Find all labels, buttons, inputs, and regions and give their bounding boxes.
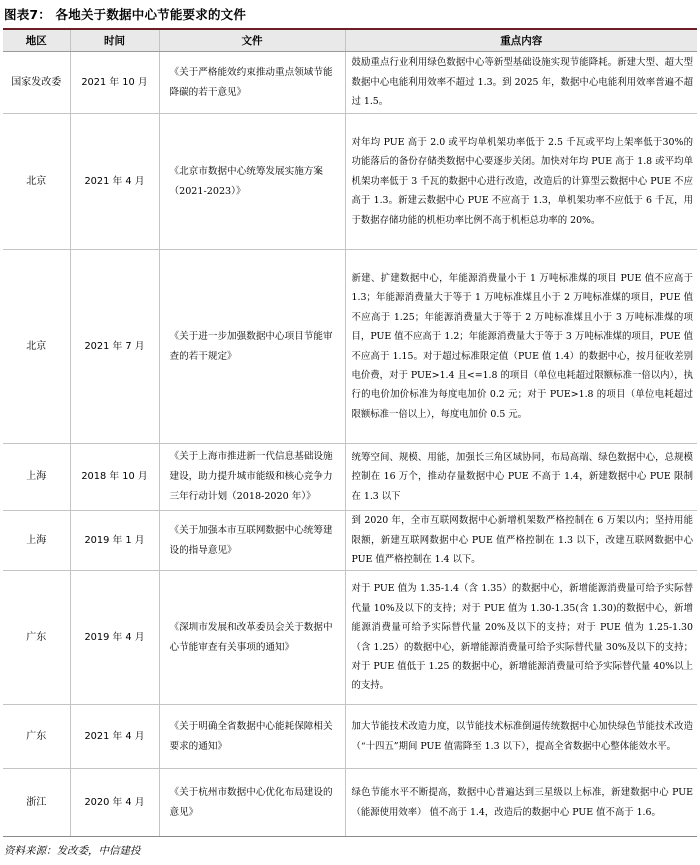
date-cell: 2018 年 10 月 bbox=[70, 444, 159, 511]
table-row bbox=[3, 444, 697, 511]
content-cell: 到 2020 年，全市互联网数据中心新增机架数严格控制在 6 万架以内；坚持用能限额，新建互联网数据中心 PUE 值严格控制在 1.3 以下，改建互联网数据中心 PUE 值严格控制在 1.4 以下。 bbox=[345, 511, 697, 571]
column-header-region: 地区 bbox=[3, 30, 70, 52]
table-row bbox=[3, 511, 697, 571]
figure-title: 图表7： 各地关于数据中心节能要求的文件 bbox=[4, 7, 247, 22]
document-cell: 《关于明确全省数据中心能耗保障相关要求的通知》 bbox=[159, 705, 345, 769]
table-row bbox=[3, 571, 697, 705]
content-cell: 鼓励重点行业利用绿色数据中心等新型基础设施实现节能降耗。新建大型、超大型数据中心电能利用效率不超过 1.3。到 2025 年，数据中心电能利用效率普遍不超过 1.5。 bbox=[345, 52, 697, 114]
document-cell: 《关于加强本市互联网数据中心统筹建设的指导意见》 bbox=[159, 511, 345, 571]
column-header-date: 时间 bbox=[70, 30, 159, 52]
region-cell: 浙江 bbox=[3, 769, 70, 837]
policy-table bbox=[3, 30, 697, 837]
region-cell: 国家发改委 bbox=[3, 52, 70, 114]
document-cell: 《深圳市发展和改革委员会关于数据中心节能审查有关事项的通知》 bbox=[159, 571, 345, 705]
table-row bbox=[3, 705, 697, 769]
region-cell: 广东 bbox=[3, 705, 70, 769]
date-cell: 2019 年 1 月 bbox=[70, 511, 159, 571]
content-cell: 绿色节能水平不断提高，数据中心普遍达到三星级以上标准，新建数据中心 PUE（能源使用效率） 值不高于 1.4，改造后的数据中心 PUE 值不高于 1.6。 bbox=[345, 769, 697, 837]
date-cell: 2021 年 7 月 bbox=[70, 250, 159, 444]
date-cell: 2021 年 4 月 bbox=[70, 114, 159, 250]
table-row bbox=[3, 114, 697, 250]
source-note: 资料来源：发改委，中信建投 bbox=[4, 845, 141, 857]
date-cell: 2019 年 4 月 bbox=[70, 571, 159, 705]
region-cell: 广东 bbox=[3, 571, 70, 705]
content-cell: 新建、扩建数据中心，年能源消费量小于 1 万吨标准煤的项目 PUE 值不应高于 1.3；年能源消费量大于等于 1 万吨标准煤且小于 2 万吨标准煤的项目，PUE 值不应高于 1.25；年能源消费量大于等于 2 万吨标准煤且小于 3 万吨标准煤的项目，PUE 值不应高于 1.2；年能源消费量大于等于 3 万吨标准煤的项目，PUE 值不应高于 1.15。对于超过标准限定值（PUE 值 1.4）的数据中心，按月征收差别电价费，对于 PUE>1.4 且<=1.8 的项目（单位电耗超过限额标准一倍以内），执行的电价加价标准为每度电加价 0.2 元；对于 PUE>1.8 的项目（单位电耗超过限额标准一倍以上），每度电加价 0.5 元。 bbox=[345, 250, 697, 444]
region-cell: 上海 bbox=[3, 511, 70, 571]
date-cell: 2020 年 4 月 bbox=[70, 769, 159, 837]
content-cell: 统筹空间、规模、用能，加强长三角区域协同，布局高端、绿色数据中心，总规模控制在 16 万个，推动存量数据中心 PUE 不高于 1.4，新建数据中心 PUE 限制在 1.3 以下 bbox=[345, 444, 697, 511]
content-cell: 对于 PUE 值为 1.35-1.4（含 1.35）的数据中心，新增能源消费量可给予实际替代量 10%及以下的支持；对于 PUE 值为 1.30-1.35(含 1.30)的数据中心，新增能源消费量可给予实际替代量 20%及以下的支持；对于 PUE 值为 1.25-1.30（含 1.25）的数据中心，新增能源消费量可给予实际替代量 30%及以下的支持；对于 PUE 值低于 1.25 的数据中心，新增能源消费量可给予实际替代量 40%以上的支持。 bbox=[345, 571, 697, 705]
document-cell: 《关于上海市推进新一代信息基础设施建设，助力提升城市能级和核心竞争力三年行动计划（2018-2020 年）》 bbox=[159, 444, 345, 511]
table-row bbox=[3, 52, 697, 114]
content-cell: 加大节能技术改造力度，以节能技术标准倒逼传统数据中心加快绿色节能技术改造（“十四五”期间 PUE 值需降至 1.3 以下），提高全省数据中心整体能效水平。 bbox=[345, 705, 697, 769]
date-cell: 2021 年 4 月 bbox=[70, 705, 159, 769]
column-header-content: 重点内容 bbox=[345, 30, 697, 52]
document-cell: 《北京市数据中心统筹发展实施方案（2021-2023）》 bbox=[159, 114, 345, 250]
document-cell: 《关于严格能效约束推动重点领域节能降碳的若干意见》 bbox=[159, 52, 345, 114]
table-header-row bbox=[3, 30, 697, 52]
region-cell: 上海 bbox=[3, 444, 70, 511]
table-row bbox=[3, 769, 697, 837]
table-row bbox=[3, 250, 697, 444]
region-cell: 北京 bbox=[3, 114, 70, 250]
region-cell: 北京 bbox=[3, 250, 70, 444]
document-cell: 《关于进一步加强数据中心项目节能审查的若干规定》 bbox=[159, 250, 345, 444]
date-cell: 2021 年 10 月 bbox=[70, 52, 159, 114]
column-header-document: 文件 bbox=[159, 30, 345, 52]
document-cell: 《关于杭州市数据中心优化布局建设的意见》 bbox=[159, 769, 345, 837]
content-cell: 对年均 PUE 高于 2.0 或平均单机架功率低于 2.5 千瓦或平均上架率低于30%的功能落后的备份存储类数据中心要逐步关闭。加快对年均 PUE 高于 1.8 或平均单机架功率低于 3 千瓦的数据中心进行改造，改造后的计算型云数据中心 PUE 不应高于 1.3。新建云数据中心 PUE 不应高于 1.3，单机架功率不应低于 6 千瓦，用于数据存储功能的机柜功率比例不高于机柜总功率的 20%。 bbox=[345, 114, 697, 250]
